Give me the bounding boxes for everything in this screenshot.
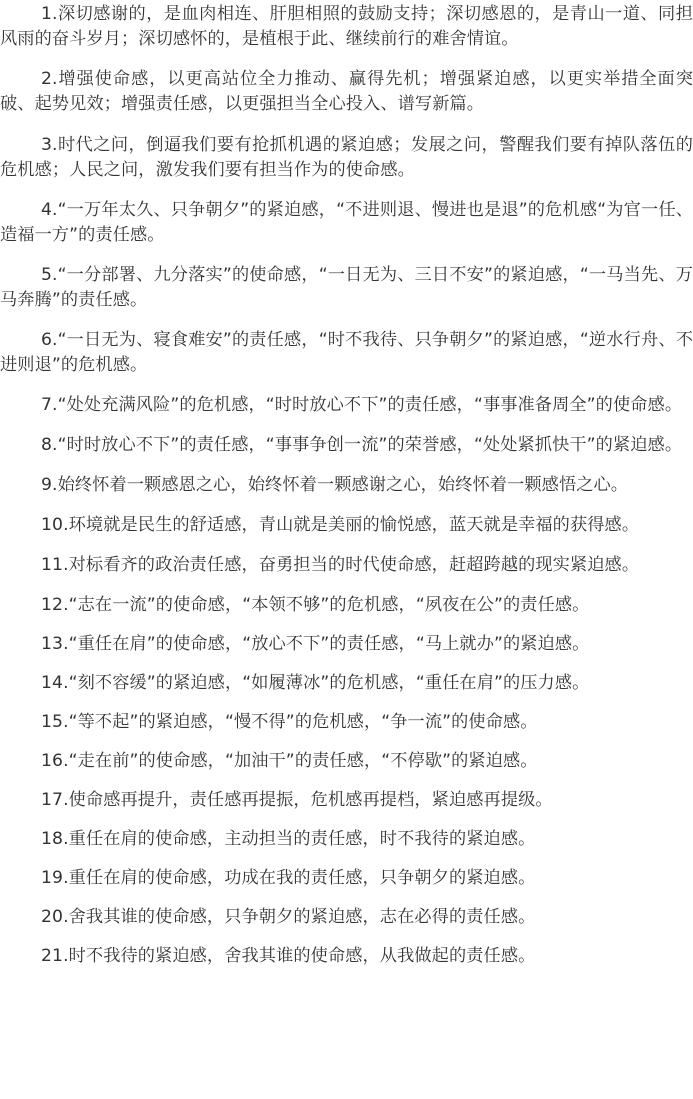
paragraph-14: 14.“刻不容缓”的紧迫感，“如履薄冰”的危机感，“重任在肩”的压力感。 (41, 673, 590, 693)
paragraph-8: 8.“时时放心不下”的责任感，“事事争创一流”的荣誉感，“处处紧抓快干”的紧迫感。 (41, 435, 683, 455)
paragraph-18: 18.重任在肩的使命感，主动担当的责任感，时不我待的紧迫感。 (41, 829, 536, 849)
paragraph-1: 1.深切感谢的，是血肉相连、肝胆相照的鼓励支持；深切感恩的，是青山一道、同担风雨的奋斗岁月；深切感怀的，是植根于此、继续前行的难舍情谊。 (0, 4, 693, 49)
paragraph-12: 12.“志在一流”的使命感，“本领不够”的危机感，“夙夜在公”的责任感。 (41, 595, 590, 615)
paragraph-13: 13.“重任在肩”的使命感，“放心不下”的责任感，“马上就办”的紧迫感。 (41, 634, 590, 654)
paragraph-5: 5.“一分部署、九分落实”的使命感，“一日无为、三日不安”的紧迫感，“一马当先、万马奔腾”的责任感。 (0, 265, 693, 310)
paragraph-3: 3.时代之问，倒逼我们要有抢抓机遇的紧迫感；发展之问，警醒我们要有掉队落伍的危机感；人民之问，激发我们要有担当作为的使命感。 (0, 135, 693, 180)
paragraph-15: 15.“等不起”的紧迫感，“慢不得”的危机感，“争一流”的使命感。 (41, 712, 538, 732)
paragraph-7: 7.“处处充满风险”的危机感，“时时放心不下”的责任感，“事事准备周全”的使命感。 (41, 395, 683, 415)
paragraph-10: 10.环境就是民生的舒适感，青山就是美丽的愉悦感，蓝天就是幸福的获得感。 (41, 515, 640, 535)
paragraph-2: 2.增强使命感，以更高站位全力推动、赢得先机；增强紧迫感，以更实举措全面突破、起势见效；增强责任感，以更强担当全心投入、谱写新篇。 (0, 69, 693, 114)
paragraph-9: 9.始终怀着一颗感恩之心，始终怀着一颗感谢之心，始终怀着一颗感悟之心。 (41, 475, 629, 495)
paragraph-16: 16.“走在前”的使命感，“加油干”的责任感，“不停歇”的紧迫感。 (41, 751, 538, 771)
paragraph-20: 20.舍我其谁的使命感，只争朝夕的紧迫感，志在必得的责任感。 (41, 907, 536, 927)
paragraph-19: 19.重任在肩的使命感，功成在我的责任感，只争朝夕的紧迫感。 (41, 868, 536, 888)
document-body (0, 2, 693, 1099)
paragraph-11: 11.对标看齐的政治责任感，奋勇担当的时代使命感，赶超跨越的现实紧迫感。 (41, 555, 640, 575)
paragraph-17: 17.使命感再提升，责任感再提振，危机感再提档，紧迫感再提级。 (41, 790, 553, 810)
paragraph-21: 21.时不我待的紧迫感，舍我其谁的使命感，从我做起的责任感。 (41, 946, 536, 966)
paragraph-4: 4.“一万年太久、只争朝夕”的紧迫感，“不进则退、慢进也是退”的危机感“为官一任、造福一方”的责任感。 (0, 200, 693, 245)
paragraph-6: 6.“一日无为、寝食难安”的责任感，“时不我待、只争朝夕”的紧迫感，“逆水行舟、不进则退”的危机感。 (0, 330, 693, 375)
